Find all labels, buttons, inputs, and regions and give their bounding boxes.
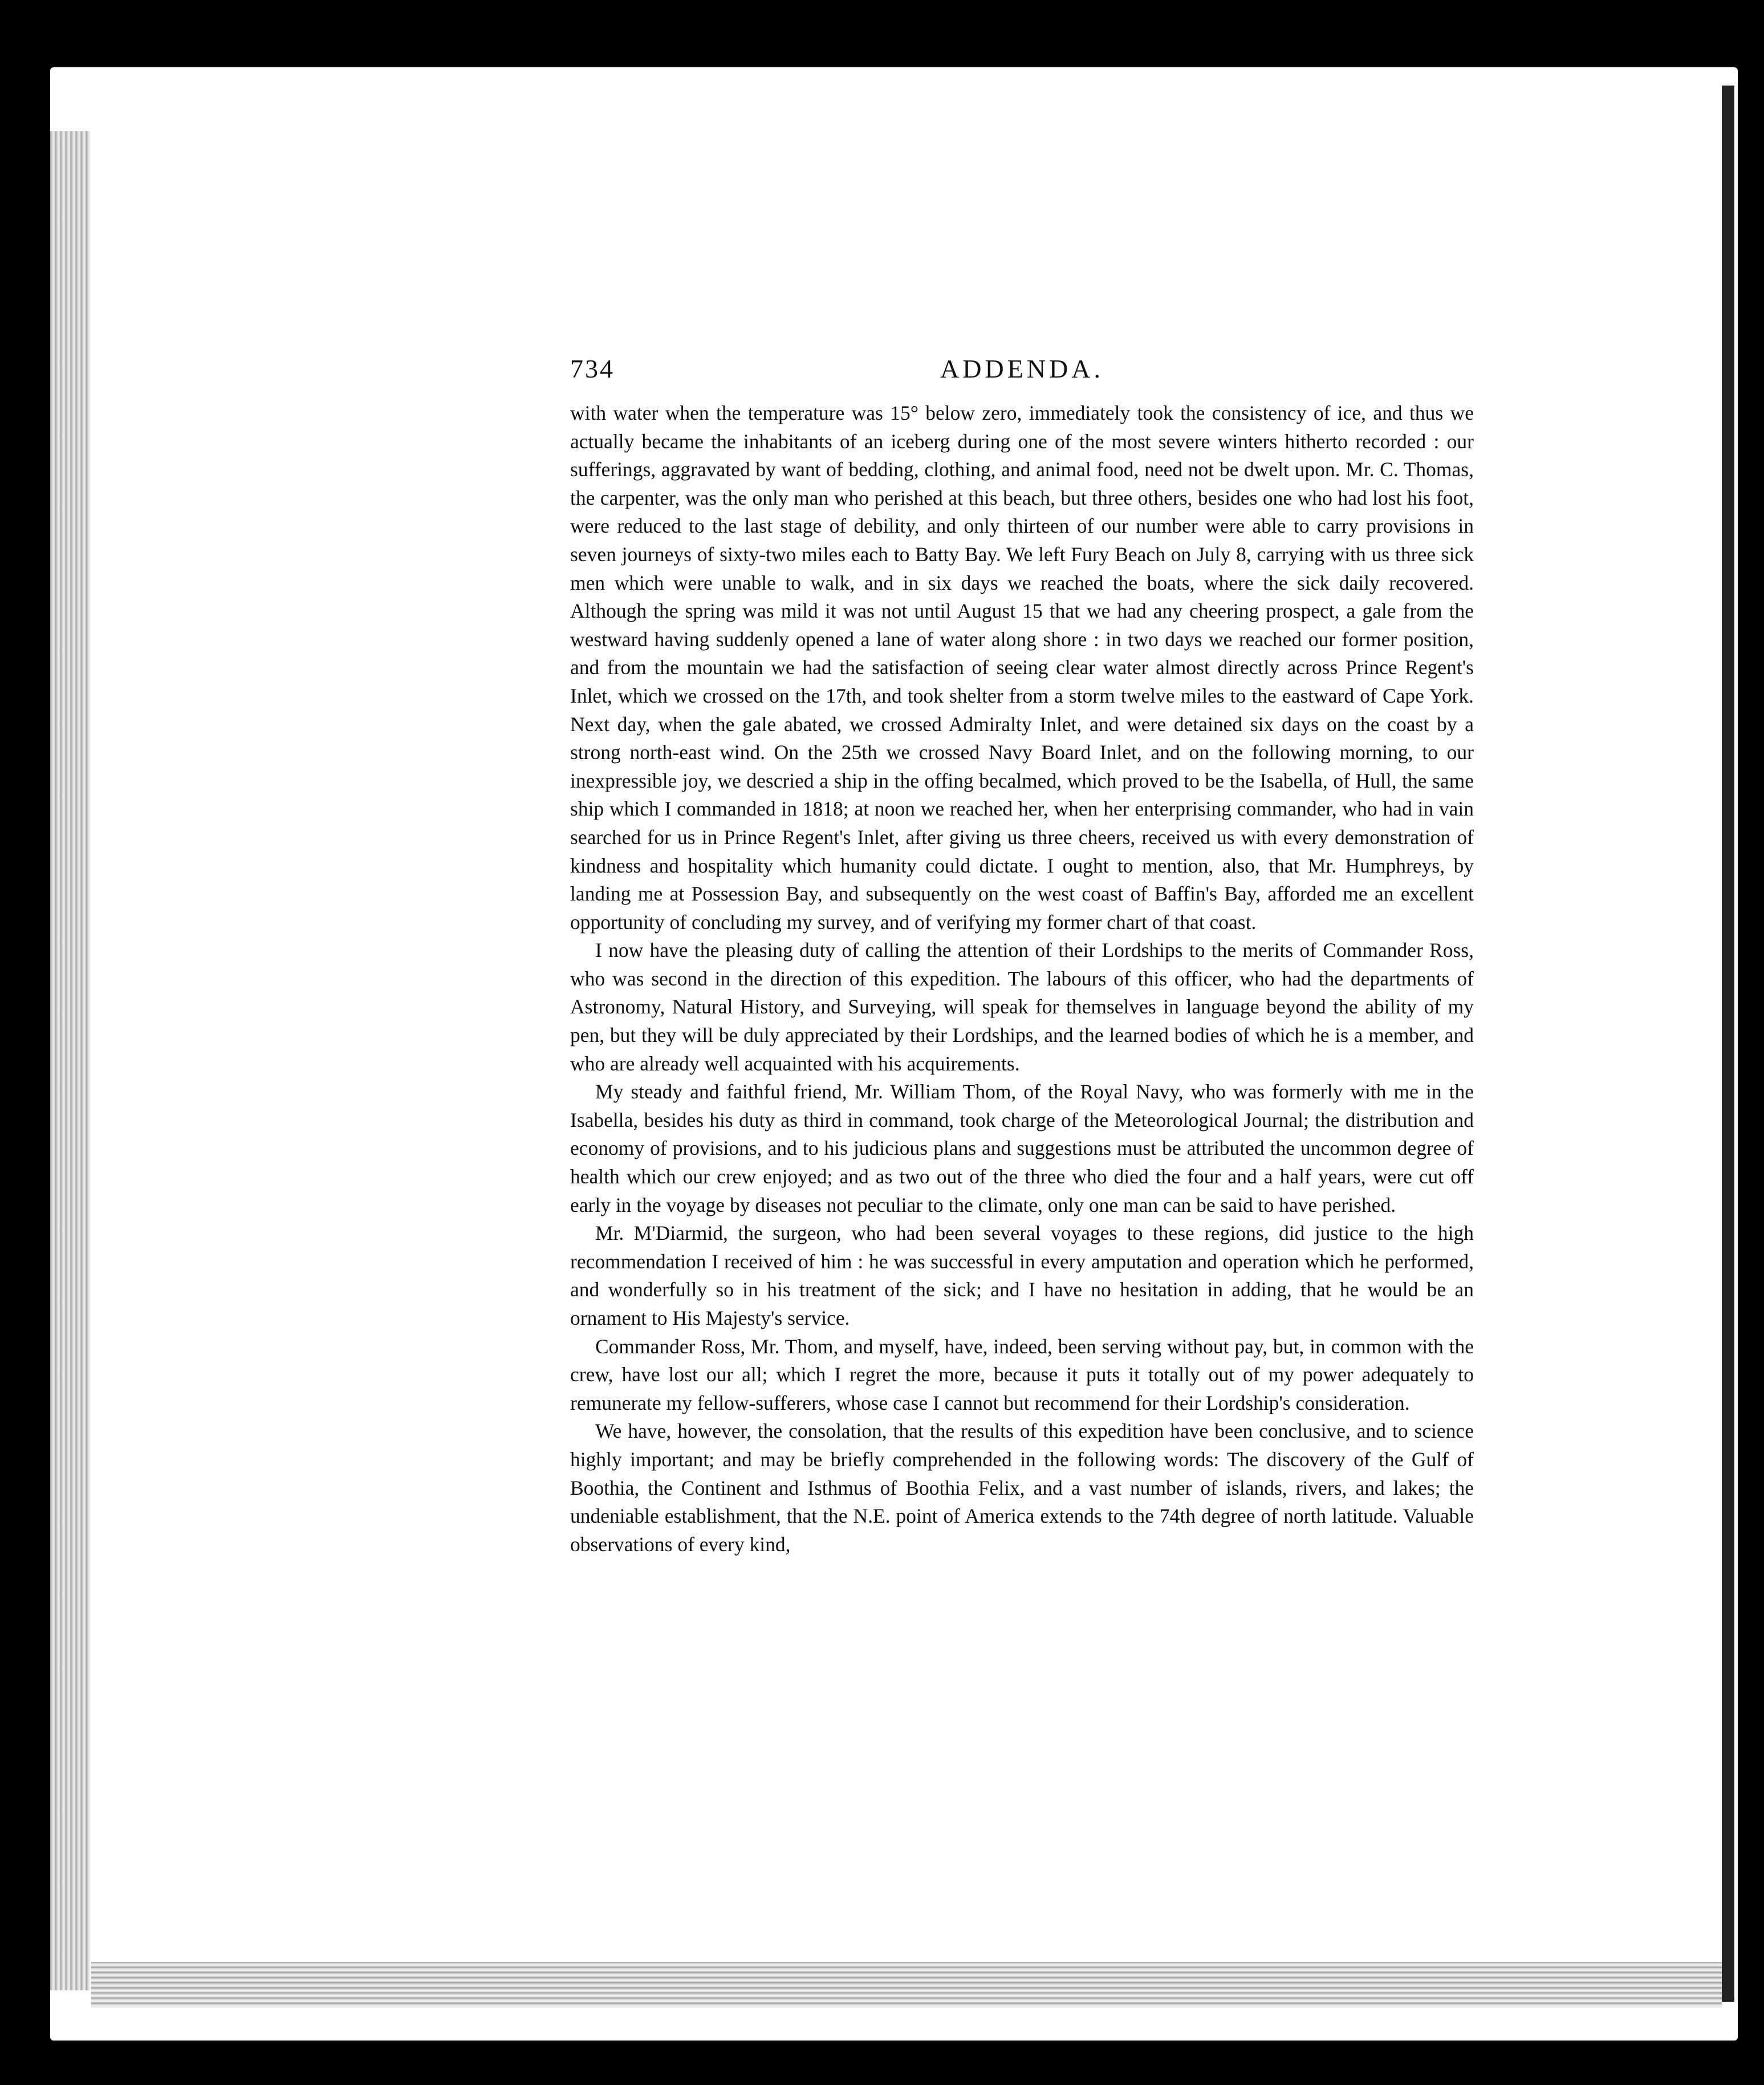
paragraph: Mr. M'Diarmid, the surgeon, who had been several voyages to these regions, did justice to the high recommendation I received of him : he was successful in every amputation and operation which he performed, and wonderfully so in his treatment of the sick; and I have no hesitation in adding, that he would be an ornament to His Majesty's service. <box>570 1222 1474 1329</box>
book-gutter <box>1722 86 1734 2002</box>
paragraph: My steady and faithful friend, Mr. William Thom, of the Royal Navy, who was formerly with me in the Isabella, besides his duty as third in command, took charge of the Meteorological Journal; the distribution and economy of provisions, and to his judicious plans and suggestions must be attributed the uncommon degree of health which our crew enjoyed; and as two out of the three who died the four and a half years, were cut off early in the voyage by diseases not peculiar to the climate, only one man can be said to have perished. <box>570 1080 1474 1216</box>
text-block <box>570 354 1474 1559</box>
page-number: 734 <box>570 354 615 383</box>
paragraph: We have, however, the consolation, that the results of this expedition have been conclusive, and to science highly important; and may be briefly comprehended in the following words: The discovery of the Gulf of Boothia, the Continent and Isthmus of Boothia Felix, and a vast number of islands, rivers, and lakes; the undeniable establishment, that the N.E. point of America extends to the 74th degree of north latitude. Valuable observations of every kind, <box>570 1419 1474 1556</box>
paragraph: Commander Ross, Mr. Thom, and myself, have, indeed, been serving without pay, but, in common with the crew, have lost our all; which I regret the more, because it puts it totally out of my power adequately to remunerate my fellow-sufferers, whose case I cannot but recommend for their Lordship's consideration. <box>570 1334 1474 1414</box>
page-edges-bottom <box>91 1962 1722 2007</box>
body-text <box>570 399 1474 1559</box>
running-head: ADDENDA. <box>940 354 1104 383</box>
page-header <box>570 354 1474 399</box>
page-edges-left <box>50 131 90 1990</box>
paragraph: I now have the pleasing duty of calling the attention of their Lordships to the merits of Commander Ross, who was second in the direction of this expedition. The labours of this officer, who had the departments of Astronomy, Natural History, and Surveying, will speak for themselves in language beyond the ability of my pen, but they will be duly appreciated by their Lordships, and the learned bodies of which he is a member, and who are already well acquainted with his acquirements. <box>570 939 1474 1075</box>
paragraph: with water when the temperature was 15° below zero, immediately took the consistency of ice, and thus we actually became the inhabitants of an iceberg during one of the most severe winters hitherto recorded : our sufferings, aggravated by want of bedding, clothing, and animal food, need not be dwelt upon. Mr. C. Thomas, the carpenter, was the only man who perished at this beach, but three others, besides one who had lost his foot, were reduced to the last stage of debility, and only thirteen of our number were able to carry provisions in seven journeys of sixty-two miles each to Batty Bay. We left Fury Beach on July 8, carrying with us three sick men which were unable to walk, and in six days we reached the boats, where the sick daily recovered. Although the spring was mild it was not until August 15 that we had any cheering prospect, a gale from the westward having suddenly opened a lane of water along shore : in two days we reached our former position, and from the mountain we had the satisfaction of seeing clear water almost directly across Prince Regent's Inlet, which we crossed on the 17th, and took shelter from a storm twelve miles to the eastward of Cape York. Next day, when the gale abated, we crossed Admiralty Inlet, and were detained six days on the coast by a strong north-east wind. On the 25th we crossed Navy Board Inlet, and on the following morning, to our inexpressible joy, we descried a ship in the offing becalmed, which proved to be the Isabella, of Hull, the same ship which I commanded in 1818; at noon we reached her, when her enterprising commander, who had in vain searched for us in Prince Regent's Inlet, after giving us three cheers, received us with every demonstration of kindness and hospitality which humanity could dictate. I ought to mention, also, that Mr. Humphreys, by landing me at Possession Bay, and subsequently on the west coast of Baffin's Bay, afforded me an excellent opportunity of concluding my survey, and of verifying my former chart of that coast. <box>570 401 1474 934</box>
